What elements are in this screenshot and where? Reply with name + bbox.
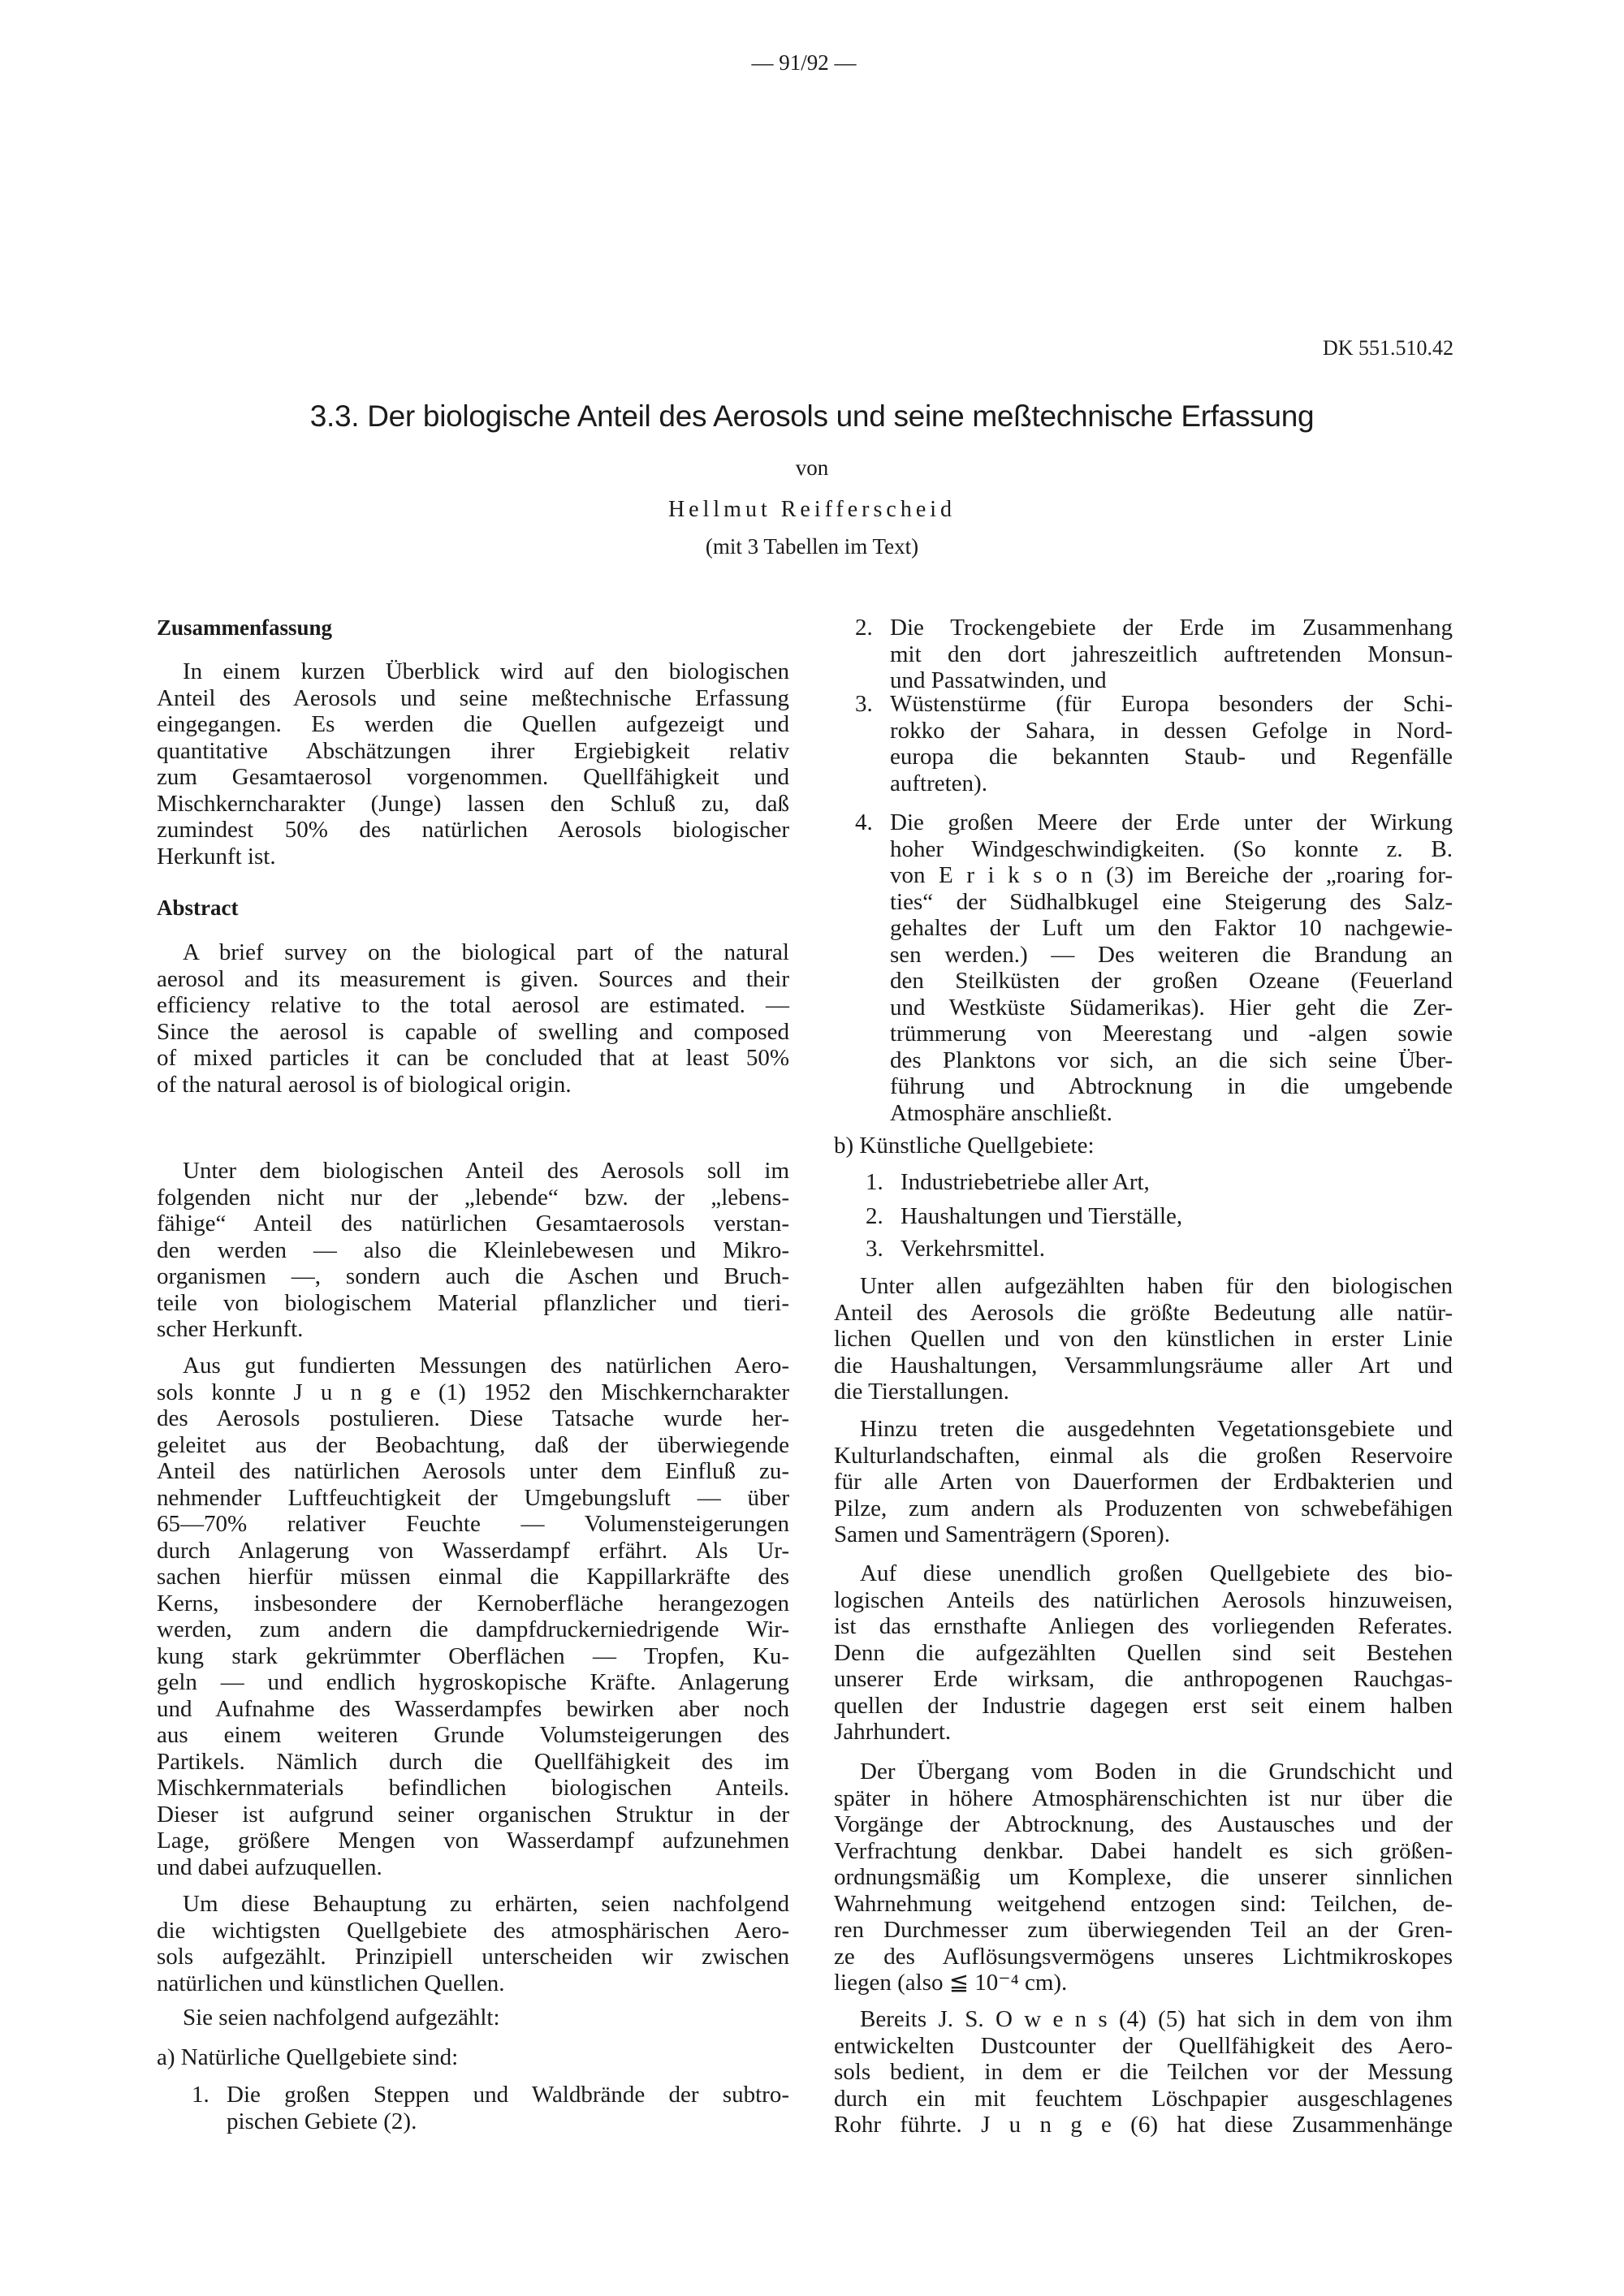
body-paragraph [834, 1560, 1453, 1746]
body-paragraph [834, 2006, 1453, 2138]
text-line: durch ein mit feuchtem Löschpapier ausgeschlagenes [834, 2085, 1453, 2112]
text-line: Kulturlandschaften, einmal als die großen Reservoire [834, 1442, 1453, 1469]
text-line: quantitative Abschätzungen ihrer Ergiebigkeit relativ [157, 737, 789, 764]
text-line: ze des Auflösungsvermögens unseres Lichtmikroskopes [834, 1943, 1453, 1970]
text-line: geln — und endlich hygroskopische Kräfte. Anlagerung [157, 1669, 789, 1695]
body-paragraph [834, 1416, 1453, 1548]
body-paragraph [157, 1158, 789, 1343]
text-line: den werden — also die Kleinlebewesen und Mikro- [157, 1236, 789, 1263]
list-number: 2. [866, 1203, 883, 1229]
text-line: den Steilküsten der großen Ozeane (Feuerland [890, 968, 1453, 994]
text-line: aerosol and its measurement is given. Sources and their [157, 965, 789, 992]
text-line: kung stark gekrümmter Oberflächen — Tropfen, Ku- [157, 1642, 789, 1669]
text-line: führung und Abtrocknung in die umgebende [890, 1073, 1453, 1099]
text-line: auftreten). [890, 770, 987, 796]
text-line: Haushaltungen und Tierställe, [901, 1203, 1183, 1229]
zusammenfassung-paragraph [157, 658, 789, 870]
text-line: zumindest 50% des natürlichen Aerosols biologischer [157, 817, 789, 843]
text-line: Jahrhundert. [834, 1719, 952, 1745]
text-line: und Aufnahme des Wasserdampfes bewirken aber noch [157, 1695, 789, 1722]
text-line: Anteil des Aerosols und seine meßtechnische Erfassung [157, 684, 789, 711]
text-line: logischen Anteils des natürlichen Aerosols hinzuweisen, [834, 1586, 1453, 1613]
list-number: 2. [855, 615, 873, 641]
text-line: europa die bekannten Staub- und Regenfälle [890, 744, 1453, 770]
text-line: später in höhere Atmosphärenschichten ist nur über die [834, 1785, 1453, 1811]
list-number: 3. [855, 691, 873, 717]
text-line: ren Durchmesser zum überwiegenden Teil an der Gren- [834, 1917, 1453, 1943]
text-line: Denn die aufgezählten Quellen sind seit Bestehen [834, 1639, 1453, 1666]
text-line: b) Künstliche Quellgebiete: [834, 1133, 1095, 1159]
text-line: of mixed particles it can be concluded that at least 50% [157, 1045, 789, 1071]
list-number: 1. [192, 2082, 209, 2108]
text-line: Unter dem biologischen Anteil des Aerosols soll im [183, 1158, 789, 1184]
artificial-source-list-item [866, 1203, 1453, 1230]
text-line: scher Herkunft. [157, 1316, 304, 1342]
list-number: 1. [866, 1169, 883, 1195]
text-line: quellen der Industrie dagegen erst seit einem halben [834, 1692, 1453, 1719]
text-line: Bereits J. S. O w e n s (4) (5) hat sich in dem von ihm [860, 2006, 1453, 2032]
text-line: sols bedient, in dem er die Teilchen vor der Messung [834, 2059, 1453, 2085]
text-line: Mischkernmaterials befindlichen biologischen Anteils. [157, 1775, 789, 1801]
natural-source-list-item [855, 809, 1453, 1126]
text-line: und Westküste Südamerikas). Hier geht die Zer- [890, 994, 1453, 1021]
text-line: eingegangen. Es werden die Quellen aufgezeigt und [157, 711, 789, 737]
text-line: mit den dort jahreszeitlich auftretenden Monsun- [890, 641, 1453, 667]
natural-source-list-item [855, 691, 1453, 796]
text-line: Vorgänge der Abtrocknung, des Austausches und der [834, 1811, 1453, 1837]
natural-source-list-item [192, 2082, 789, 2134]
text-line: pischen Gebiete (2). [227, 2108, 417, 2134]
text-line: die Tierstallungen. [834, 1379, 1009, 1405]
text-line: Die Trockengebiete der Erde im Zusammenhang [890, 615, 1453, 641]
text-line: Mischkerncharakter (Junge) lassen den Schluß zu, daß [157, 790, 789, 817]
body-paragraph [157, 1353, 789, 1880]
text-line: Sie seien nachfolgend aufgezählt: [183, 2005, 500, 2031]
text-line: natürlichen und künstlichen Quellen. [157, 1970, 505, 1996]
text-line: Dieser ist aufgrund seiner organischen Struktur in der [157, 1801, 789, 1828]
text-line: des Planktons vor sich, an die sich seine Über- [890, 1047, 1453, 1073]
text-line: Verfrachtung denkbar. Dabei handelt es sich größen- [834, 1837, 1453, 1864]
text-line: sachen hierfür müssen einmal die Kappillarkräfte des [157, 1564, 789, 1590]
text-line: Unter allen aufgezählten haben für den biologischen [860, 1273, 1453, 1299]
text-line: Verkehrsmittel. [901, 1236, 1045, 1262]
text-line: teile von biologischem Material pflanzlicher und tieri- [157, 1289, 789, 1316]
text-line: ist das ernsthafte Anliegen des vorliegenden Referates. [834, 1613, 1453, 1639]
text-line: ties“ der Südhalbkugel eine Steigerung des Salz- [890, 888, 1453, 915]
text-line: Since the aerosol is capable of swelling and composed [157, 1018, 789, 1045]
abstract-heading: Abstract [157, 896, 239, 920]
text-line: sols konnte J u n g e (1) 1952 den Mischkerncharakter [157, 1379, 789, 1405]
text-line: die wichtigsten Quellgebiete des atmosphärischen Aero- [157, 1917, 789, 1944]
text-line: geleitet aus der Beobachtung, daß der überwiegende [157, 1431, 789, 1458]
body-paragraph [157, 2005, 789, 2031]
text-line: trümmerung von Meerestang und -algen sowie [890, 1021, 1453, 1047]
natural-source-list-item [855, 615, 1453, 694]
artificial-source-list-item [866, 1169, 1453, 1196]
by-label: von [795, 455, 829, 480]
artificial-sources-heading [834, 1133, 1453, 1159]
text-line: Pilze, zum andern als Produzenten von schwebefähigen [834, 1495, 1453, 1521]
text-line: Samen und Samenträgern (Sporen). [834, 1521, 1170, 1547]
text-line: Auf diese unendlich großen Quellgebiete des bio- [860, 1560, 1453, 1586]
article-title: 3.3. Der biologische Anteil des Aerosols und seine meßtechnische Erfassung [309, 399, 1315, 433]
text-line: A brief survey on the biological part of the natural [183, 939, 789, 965]
text-line: durch Anlagerung von Wasserdampf erfährt. Als Ur- [157, 1537, 789, 1564]
text-line: von E r i k s o n (3) im Bereiche der „roaring for- [890, 862, 1453, 888]
text-line: Herkunft ist. [157, 843, 276, 870]
text-line: des Aerosols postulieren. Diese Tatsache wurde her- [157, 1405, 789, 1431]
text-line: und dabei aufzuquellen. [157, 1854, 382, 1880]
text-line: sen werden.) — Des weiteren die Brandung an [890, 941, 1453, 968]
text-line: Kerns, insbesondere der Kernoberfläche herangezogen [157, 1590, 789, 1616]
text-line: Um diese Behauptung zu erhärten, seien nachfolgend [183, 1891, 789, 1917]
text-line: werden, zum andern die dampfdruckerniedrigende Wir- [157, 1616, 789, 1642]
body-paragraph [834, 1759, 1453, 1996]
page-number: — 91/92 — [751, 50, 857, 75]
dk-classification: DK 551.510.42 [1322, 336, 1453, 360]
text-line: lichen Quellen und von den künstlichen in erster Linie [834, 1326, 1453, 1352]
text-line: In einem kurzen Überblick wird auf den biologischen [183, 658, 789, 684]
artificial-source-list-item [866, 1236, 1453, 1262]
text-line: folgenden nicht nur der „lebende“ bzw. der „lebens- [157, 1184, 789, 1211]
text-line: organismen —, sondern auch die Aschen und Bruch- [157, 1263, 789, 1289]
text-line: ordnungsmäßig um Komplexe, die unserer sinnlichen [834, 1864, 1453, 1890]
text-line: gehaltes der Luft um den Faktor 10 nachgewie- [890, 915, 1453, 941]
text-line: a) Natürliche Quellgebiete sind: [157, 2044, 459, 2070]
text-line: Industriebetriebe aller Art, [901, 1169, 1150, 1195]
text-line: Rohr führte. J u n g e (6) hat diese Zusammenhänge [834, 2112, 1453, 2138]
text-line: Atmosphäre anschließt. [890, 1099, 1112, 1126]
text-line: die Haushaltungen, Versammlungsräume aller Art und [834, 1352, 1453, 1379]
abstract-paragraph [157, 939, 789, 1098]
zusammenfassung-heading: Zusammenfassung [157, 615, 333, 640]
text-line: Die großen Steppen und Waldbrände der subtro- [227, 2082, 789, 2108]
text-line: Anteil des Aerosols die größte Bedeutung alle natür- [834, 1299, 1453, 1326]
text-line: fähige“ Anteil des natürlichen Gesamtaerosols verstan- [157, 1211, 789, 1236]
body-paragraph [834, 1273, 1453, 1405]
text-line: rokko der Sahara, in dessen Gefolge in Nord- [890, 717, 1453, 744]
text-line: und Passatwinden, und [890, 667, 1107, 693]
text-line: Lage, größere Mengen von Wasserdampf aufzunehmen [157, 1828, 789, 1854]
text-line: entwickelten Dustcounter der Quellfähigkeit des Aero- [834, 2032, 1453, 2059]
body-paragraph [157, 1891, 789, 1996]
text-line: sols aufgezählt. Prinzipiell unterscheiden wir zwischen [157, 1944, 789, 1970]
text-line: of the natural aerosol is of biological origin. [157, 1071, 572, 1098]
text-line: Die großen Meere der Erde unter der Wirkung [890, 809, 1453, 835]
text-line: Partikels. Nämlich durch die Quellfähigkeit des im [157, 1748, 789, 1775]
text-line: Der Übergang vom Boden in die Grundschicht und [860, 1759, 1453, 1785]
text-line: Wahrnehmung weitgehend entzogen sind: Teilchen, de- [834, 1890, 1453, 1917]
text-line: Aus gut fundierten Messungen des natürlichen Aero- [183, 1353, 789, 1379]
text-line: efficiency relative to the total aerosol are estimated. — [157, 992, 789, 1018]
list-number: 4. [855, 809, 873, 835]
list-number: 3. [866, 1236, 883, 1262]
text-line: 65—70% relativer Feuchte — Volumensteigerungen [157, 1511, 789, 1537]
article-subtitle: (mit 3 Tabellen im Text) [705, 534, 919, 559]
text-line: aus einem weiteren Grunde Volumsteigerungen des [157, 1722, 789, 1748]
text-line: unserer Erde wirksam, die anthropogenen Rauchgas- [834, 1666, 1453, 1692]
text-line: Hinzu treten die ausgedehnten Vegetationsgebiete und [860, 1416, 1453, 1442]
text-line: zum Gesamtaerosol vorgenommen. Quellfähigkeit und [157, 764, 789, 790]
text-line: Wüstenstürme (für Europa besonders der Schi- [890, 691, 1453, 717]
text-line: Anteil des natürlichen Aerosols unter dem Einfluß zu- [157, 1458, 789, 1484]
text-line: für alle Arten von Dauerformen der Erdbakterien und [834, 1469, 1453, 1495]
author-name: Hellmut Reifferscheid [667, 497, 957, 522]
text-line: hoher Windgeschwindigkeiten. (So konnte z. B. [890, 835, 1453, 862]
natural-sources-heading [157, 2044, 789, 2071]
text-line: liegen (also ≦ 10⁻⁴ cm). [834, 1970, 1068, 1996]
text-line: nehmender Luftfeuchtigkeit der Umgebungsluft — über [157, 1484, 789, 1511]
